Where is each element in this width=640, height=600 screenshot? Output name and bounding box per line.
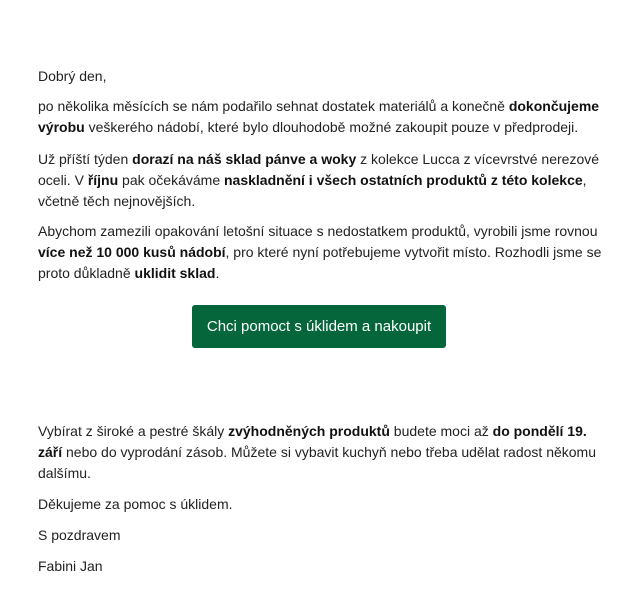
emphasis-text: říjnu — [87, 172, 119, 188]
paragraph-stock — [38, 221, 602, 284]
text-segment: budete moci až — [389, 423, 493, 439]
text-segment: , pro které nyní potřebujeme vytvořit místo. Rozhodli jsme se proto důkladně — [38, 244, 602, 281]
signature: Fabini Jan — [38, 558, 103, 574]
text-segment: , včetně těch nejnovějších. — [38, 172, 587, 209]
text-segment: po několika měsících se nám podařilo sehnat dostatek materiálů a konečně — [38, 98, 509, 114]
closing-text: S pozdravem — [38, 527, 121, 543]
emphasis-text: více než 10 000 kusů nádobí — [38, 244, 226, 260]
text-segment: z kolekce Lucca z vícevrstvé nerezové oceli. V — [38, 151, 600, 188]
greeting: Dobrý den, — [38, 68, 107, 84]
emphasis-text: naskladnění i všech ostatních produktů z této kolekce — [224, 172, 583, 188]
text-segment: . — [215, 265, 220, 281]
emphasis-text: do pondělí 19. září — [38, 423, 587, 460]
text-segment: pak očekáváme — [118, 172, 224, 188]
emphasis-text: uklidit sklad — [134, 265, 216, 281]
emphasis-text: dorazí na náš sklad pánve a woky — [132, 151, 357, 167]
paragraph-delivery — [38, 149, 602, 212]
text-segment: Vybírat z široké a pestré škály — [38, 423, 229, 439]
emphasis-text: zvýhodněných produktů — [228, 423, 390, 439]
paragraph-offer — [38, 421, 602, 484]
text-segment: Už příští týden — [38, 151, 133, 167]
thanks-text: Děkujeme za pomoc s úklidem. — [38, 496, 233, 512]
text-segment: Abychom zamezili opakování letošní situace s nedostatkem produktů, vyrobili jsme rovnou — [38, 223, 598, 239]
emphasis-text: dokončujeme výrobu — [38, 98, 600, 135]
help-and-shop-button[interactable]: Chci pomoct s úklidem a nakoupit — [192, 305, 446, 348]
text-segment: veškerého nádobí, které bylo dlouhodobě možné zakoupit pouze v předprodeji. — [84, 119, 579, 135]
cta-container — [38, 305, 602, 348]
text-segment: nebo do vyprodání zásob. Můžete si vybavit kuchyň nebo třeba udělat radost někomu dalšímu. — [38, 444, 597, 481]
paragraph-production — [38, 96, 602, 138]
